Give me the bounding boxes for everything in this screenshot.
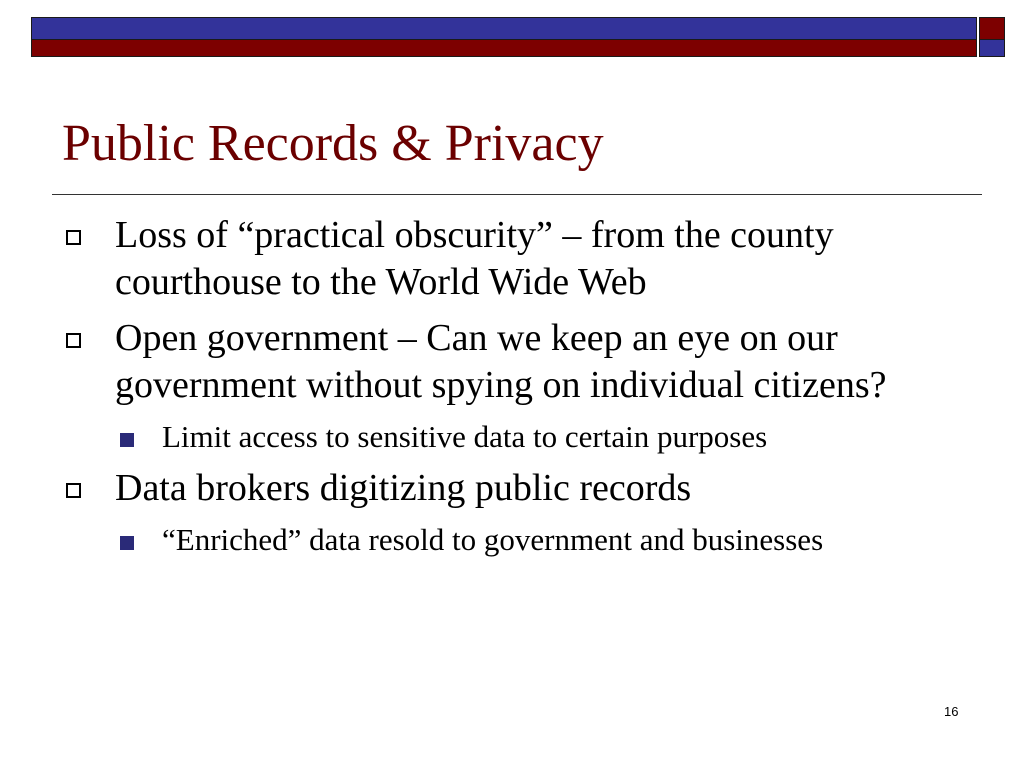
hollow-square-bullet-icon: [66, 483, 81, 498]
sub-bullet-text: Limit access to sensitive data to certain purposes: [162, 419, 768, 454]
header-square-blue: [979, 40, 1005, 57]
bullet-text: Loss of “practical obscurity” – from the county courthouse to the World Wide Web: [115, 214, 834, 303]
hollow-square-bullet-icon: [66, 333, 81, 348]
bullet-list: [60, 212, 960, 568]
page-number: 16: [944, 704, 959, 719]
bullet-item: [60, 465, 960, 512]
filled-square-bullet-icon: [120, 536, 134, 550]
header-square-red: [979, 17, 1005, 40]
filled-square-bullet-icon: [120, 433, 134, 447]
header-bar-blue: [31, 17, 977, 40]
bullet-text: Open government – Can we keep an eye on our government without spying on individual citizens?: [115, 317, 887, 406]
header-bar-red: [31, 40, 977, 57]
sub-bullet-item: [60, 521, 960, 559]
bullet-item: [60, 212, 960, 306]
slide-title: Public Records & Privacy: [62, 115, 604, 172]
hollow-square-bullet-icon: [66, 230, 81, 245]
header-decoration: [31, 17, 1005, 57]
sub-bullet-item: [60, 418, 960, 456]
sub-bullet-text: “Enriched” data resold to government and businesses: [162, 522, 824, 557]
bullet-item: [60, 315, 960, 409]
bullet-text: Data brokers digitizing public records: [115, 467, 692, 509]
title-divider: [52, 194, 982, 195]
